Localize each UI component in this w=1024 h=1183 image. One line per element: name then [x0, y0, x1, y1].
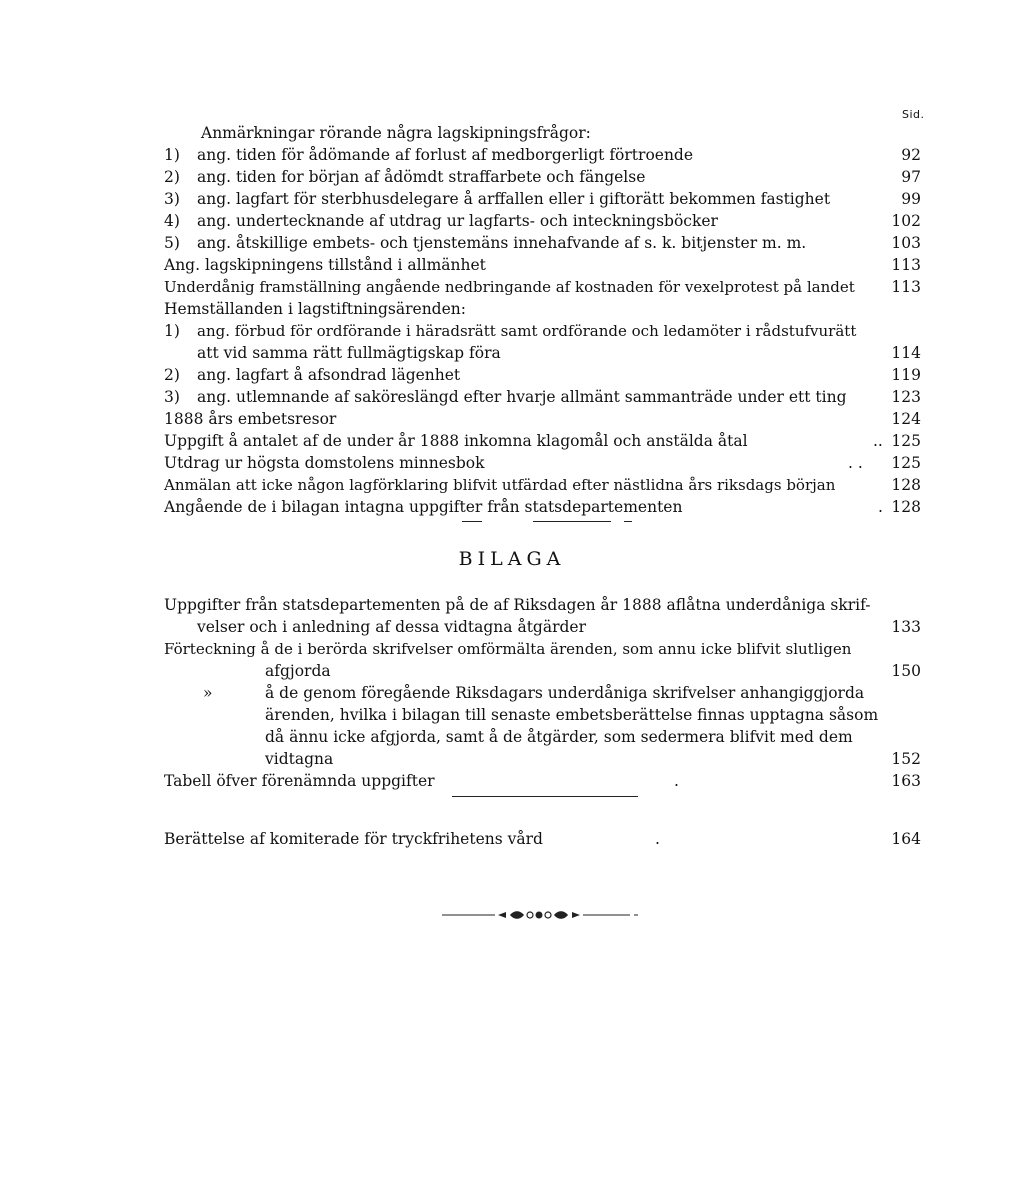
toc-entry: [0, 828, 1024, 850]
page-number: 128: [891, 476, 921, 494]
entry-label: 1): [164, 146, 180, 164]
leader-dots: .: [878, 498, 883, 516]
page-number: 150: [891, 662, 921, 680]
sid-column-label: Sid.: [902, 108, 925, 121]
page-number: 97: [901, 168, 921, 186]
section-heading: [0, 122, 1024, 144]
ditto-mark: »: [203, 684, 213, 702]
entry-text: Förteckning å de i berörda skrifvelser omförmälta ärenden, som annu icke blifvit slutligen: [164, 640, 852, 658]
page-number: 114: [891, 344, 921, 362]
leader-dots: .: [674, 772, 679, 790]
toc-entry: [0, 166, 1024, 188]
entry-label: 3): [164, 388, 180, 406]
entry-text: Anmälan att icke någon lagförklaring blifvit utfärdad efter nästlidna års riksdags början: [164, 476, 836, 494]
toc-entry: [0, 496, 1024, 518]
toc-entry: [0, 144, 1024, 166]
entry-text: Uppgift å antalet af de under år 1888 inkomna klagomål och anstälda åtal: [164, 432, 748, 450]
divider-rule: [452, 796, 638, 797]
toc-entry: [0, 408, 1024, 430]
toc-entry-continuation: [0, 342, 1024, 364]
entry-text: då ännu icke afgjorda, samt å de åtgärder, som sedermera blifvit med dem: [265, 728, 853, 746]
subheading-text: Hemställanden i lagstiftningsärenden:: [164, 300, 466, 318]
entry-text: Berättelse af komiterade för tryckfrihetens vård: [164, 830, 543, 848]
page-number: 99: [901, 190, 921, 208]
page-number: 164: [891, 830, 921, 848]
entry-text: ärenden, hvilka i bilagan till senaste embetsberättelse finnas upptagna såsom: [265, 706, 879, 724]
section-heading-text: Anmärkningar rörande några lagskipningsfrågor:: [201, 124, 591, 142]
toc-entry: [0, 232, 1024, 254]
toc-entry-continuation: [0, 748, 1024, 770]
entry-text: vidtagna: [265, 750, 334, 768]
toc-entry: [0, 386, 1024, 408]
entry-text: 1888 års embetsresor: [164, 410, 337, 428]
page-number: 163: [891, 772, 921, 790]
page-number: 123: [891, 388, 921, 406]
page-number: 119: [891, 366, 921, 384]
toc-entry: [0, 254, 1024, 276]
entry-text: att vid samma rätt fullmägtigskap föra: [197, 344, 501, 362]
leader-dots: .: [655, 830, 660, 848]
entry-label: 1): [164, 322, 180, 340]
divider-rule: [624, 521, 632, 522]
page-number: 152: [891, 750, 921, 768]
entry-text: ang. utlemnande af saköreslängd efter hvarje allmänt sammanträde under ett ting: [197, 388, 847, 406]
entry-label: 2): [164, 366, 180, 384]
page-number: 128: [891, 498, 921, 516]
toc-entry-continuation: [0, 660, 1024, 682]
entry-text: ang. undertecknande af utdrag ur lagfarts- och inteckningsböcker: [197, 212, 718, 230]
page-number: 125: [891, 454, 921, 472]
toc-entry: [0, 276, 1024, 298]
page-number: 92: [901, 146, 921, 164]
entry-label: 3): [164, 190, 180, 208]
entry-text: afgjorda: [265, 662, 331, 680]
entry-label: 4): [164, 212, 180, 230]
entry-text: ang. åtskillige embets- och tjenstemäns innehafvande af s. k. bitjenster m. m.: [197, 234, 807, 252]
toc-subheading: [0, 298, 1024, 320]
entry-text: Uppgifter från statsdepartementen på de af Riksdagen år 1888 aflåtna underdåniga skrif-: [164, 596, 871, 614]
toc-entry: [0, 364, 1024, 386]
entry-text: velser och i anledning af dessa vidtagna åtgärder: [197, 618, 587, 636]
entry-text: Tabell öfver förenämnda uppgifter: [164, 772, 435, 790]
toc-entry: [0, 430, 1024, 452]
toc-entry-continuation: [0, 726, 1024, 748]
page-number: 102: [891, 212, 921, 230]
toc-entry: [0, 594, 1024, 616]
toc-entry-continuation: [0, 616, 1024, 638]
toc-entry: [0, 682, 1024, 704]
page-number: 133: [891, 618, 921, 636]
divider-rule: [462, 521, 482, 522]
entry-text: ang. förbud för ordförande i häradsrätt samt ordförande och ledamöter i rådstufvurätt: [197, 322, 857, 340]
toc-entry: [0, 188, 1024, 210]
page-number: 125: [891, 432, 921, 450]
entry-text: ang. lagfart för sterbhusdelegare å arffallen eller i giftorätt bekommen fastighet: [197, 190, 831, 208]
bilaga-heading: BILAGA: [458, 548, 566, 570]
toc-entry: [0, 210, 1024, 232]
entry-text: Angående de i bilagan intagna uppgifter från statsdepartementen: [164, 498, 683, 516]
entry-text: ang. tiden for början af ådömdt straffarbete och fängelse: [197, 168, 646, 186]
entry-text: Ang. lagskipningens tillstånd i allmänhet: [164, 256, 486, 274]
entry-label: 5): [164, 234, 180, 252]
toc-entry: [0, 452, 1024, 474]
page-number: 113: [891, 256, 921, 274]
toc-entry: [0, 770, 1024, 792]
page-number: 113: [891, 278, 921, 296]
entry-text: Utdrag ur högsta domstolens minnesbok: [164, 454, 485, 472]
ornament-divider-icon: [440, 908, 640, 922]
toc-entry: [0, 320, 1024, 342]
page-number: 103: [891, 234, 921, 252]
leader-dots: ..: [873, 432, 883, 450]
divider-rule: [533, 521, 611, 522]
entry-text: å de genom föregående Riksdagars underdåniga skrifvelser anhangiggjorda: [265, 684, 865, 702]
page-number: 124: [891, 410, 921, 428]
entry-text: Underdånig framställning angående nedbringande af kostnaden för vexelprotest på landet: [164, 278, 855, 296]
entry-text: ang. lagfart å afsondrad lägenhet: [197, 366, 461, 384]
toc-entry: [0, 638, 1024, 660]
toc-entry-continuation: [0, 704, 1024, 726]
entry-label: 2): [164, 168, 180, 186]
toc-entry: [0, 474, 1024, 496]
entry-text: ang. tiden för ådömande af forlust af medborgerligt förtroende: [197, 146, 694, 164]
leader-dots: . .: [848, 454, 863, 472]
